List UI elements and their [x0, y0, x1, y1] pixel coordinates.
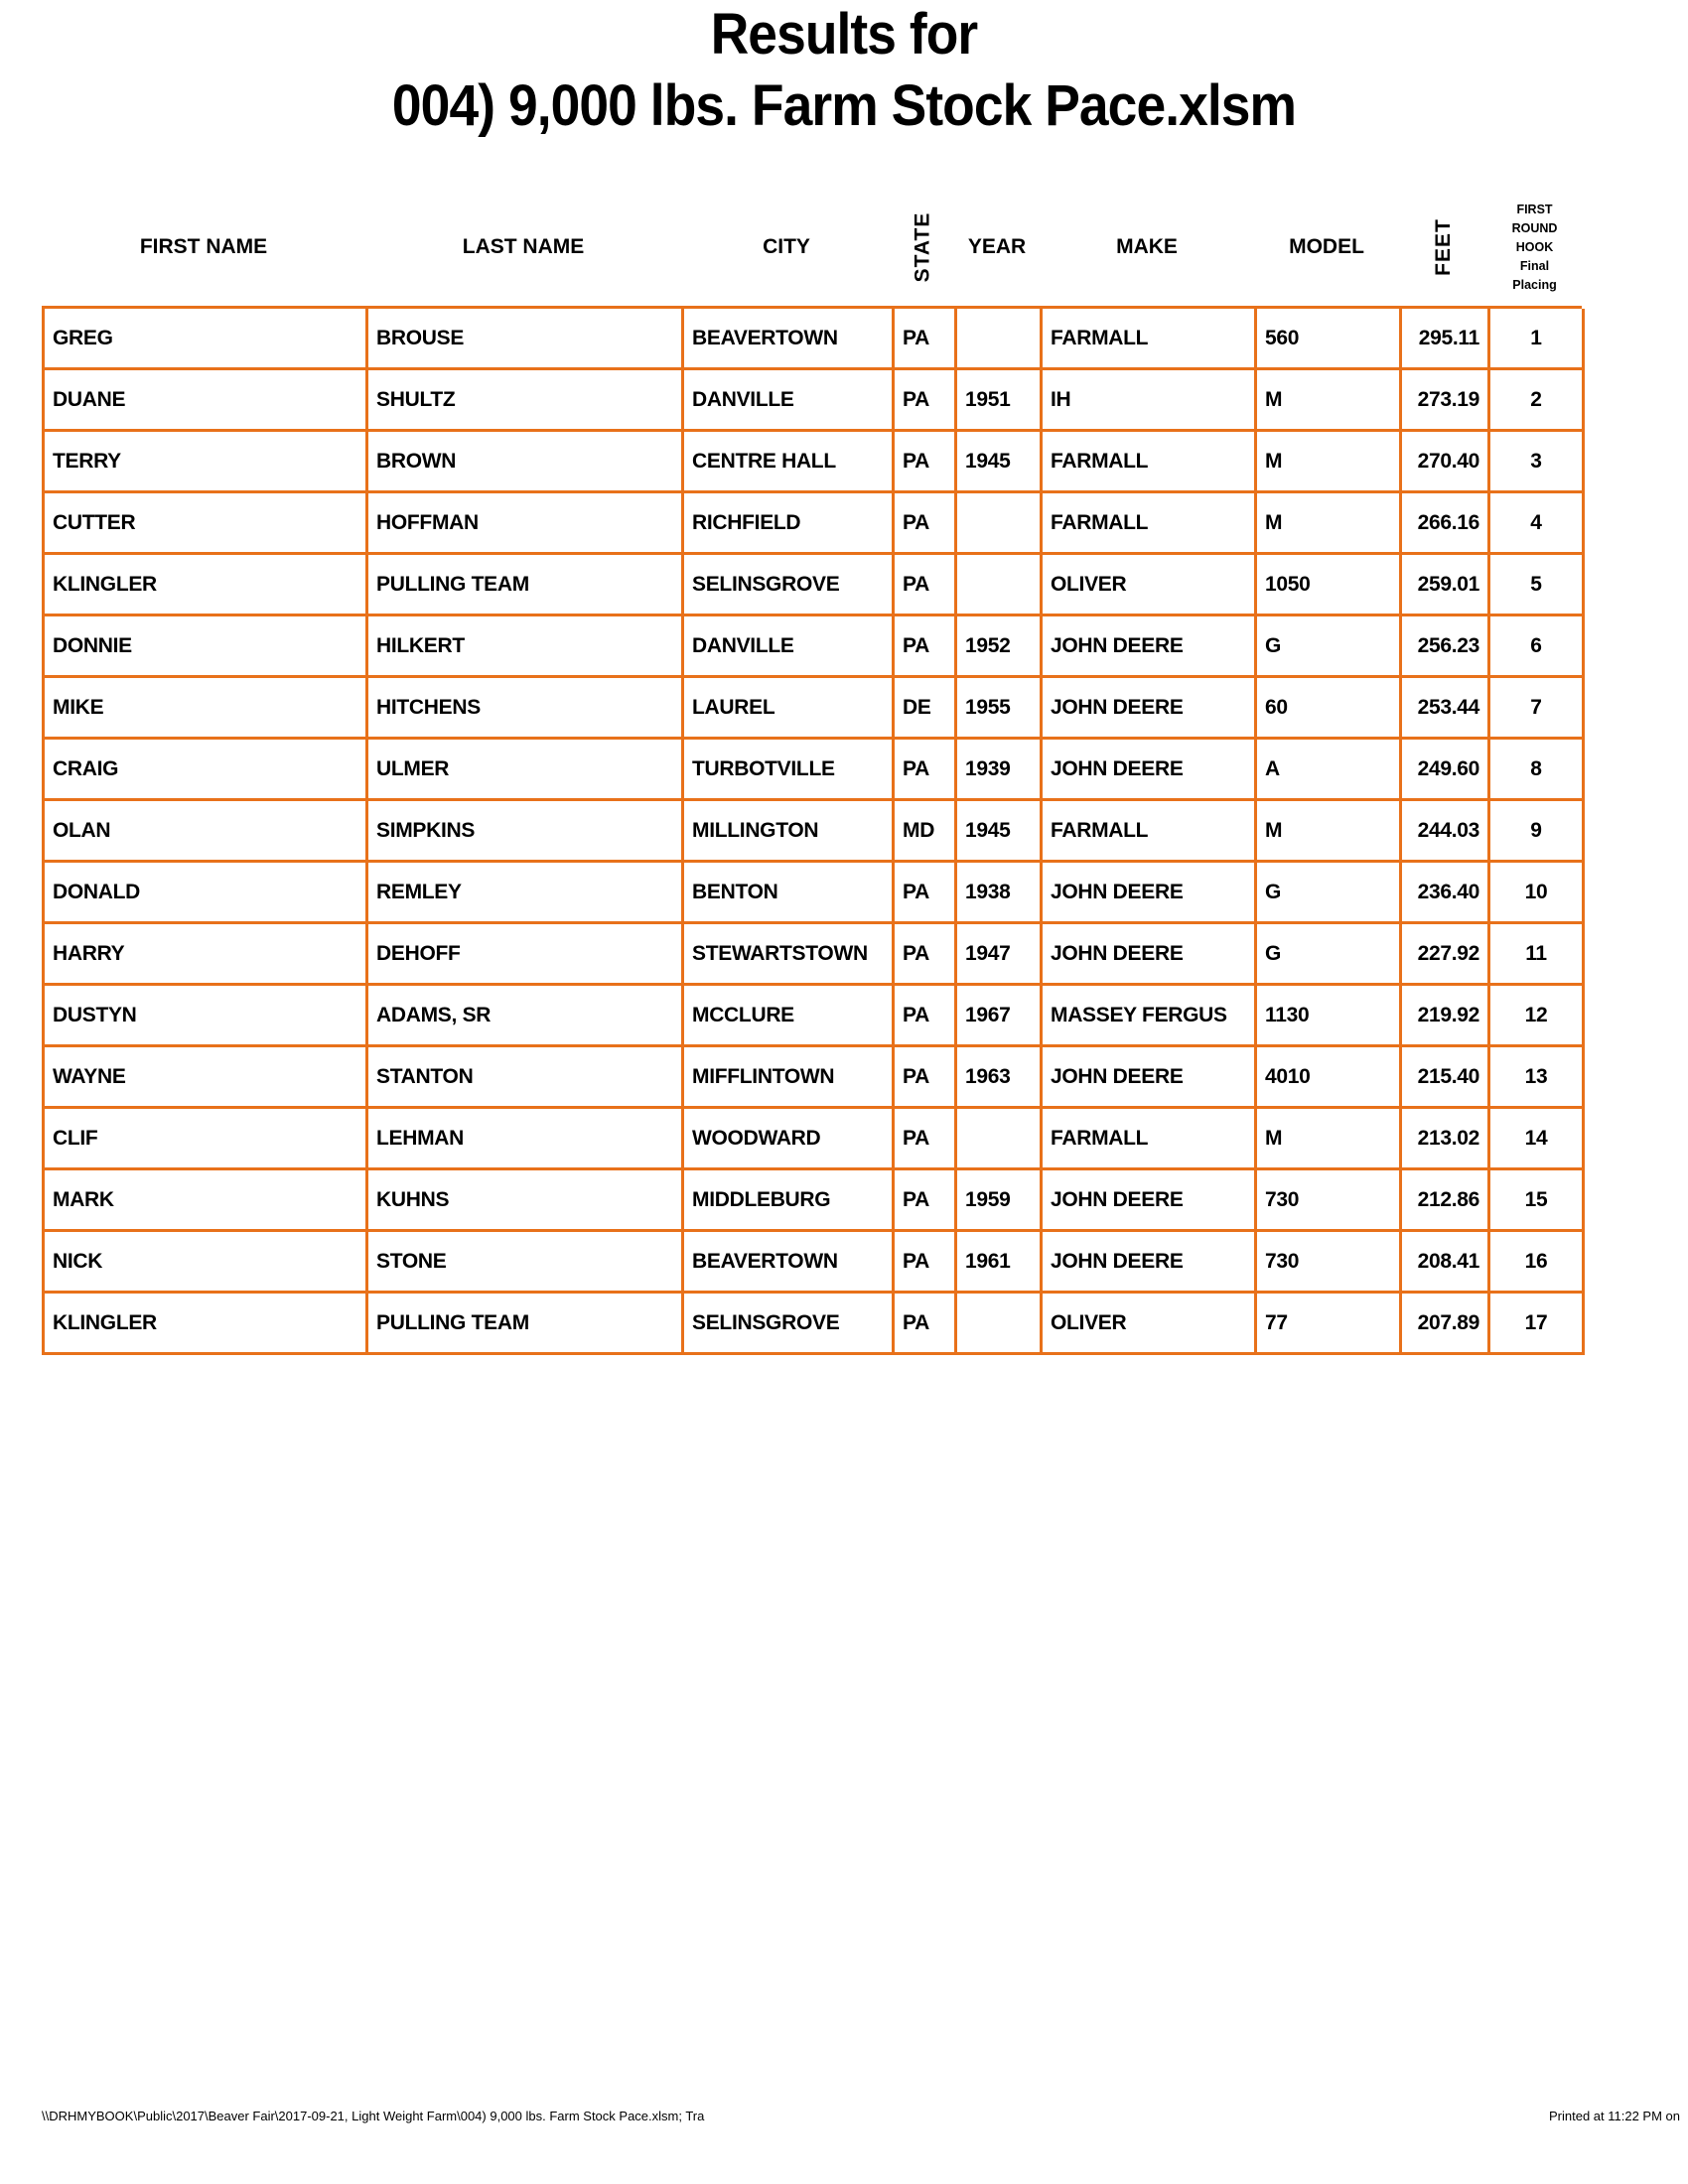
cell-last-name: DEHOFF: [368, 924, 684, 986]
cell-year: 1945: [957, 432, 1043, 493]
cell-model: 730: [1257, 1170, 1402, 1232]
cell-model: 60: [1257, 678, 1402, 740]
cell-placing: 10: [1490, 863, 1585, 924]
cell-make: OLIVER: [1043, 1294, 1257, 1355]
cell-last-name: PULLING TEAM: [368, 555, 684, 616]
cell-state: PA: [895, 924, 957, 986]
cell-state: DE: [895, 678, 957, 740]
cell-placing: 8: [1490, 740, 1585, 801]
cell-feet: 208.41: [1402, 1232, 1490, 1294]
cell-model: M: [1257, 493, 1402, 555]
cell-make: FARMALL: [1043, 1109, 1257, 1170]
cell-city: RICHFIELD: [684, 493, 895, 555]
cell-placing: 2: [1490, 370, 1585, 432]
cell-last-name: ADAMS, SR: [368, 986, 684, 1047]
cell-year: 1959: [957, 1170, 1043, 1232]
footer-printed-at: Printed at 11:22 PM on: [1548, 2109, 1680, 2123]
cell-first-name: MIKE: [45, 678, 368, 740]
cell-placing: 6: [1490, 616, 1585, 678]
cell-year: 1951: [957, 370, 1043, 432]
cell-first-name: HARRY: [45, 924, 368, 986]
cell-city: CENTRE HALL: [684, 432, 895, 493]
cell-model: 560: [1257, 309, 1402, 370]
cell-last-name: BROUSE: [368, 309, 684, 370]
cell-city: MCCLURE: [684, 986, 895, 1047]
cell-placing: 16: [1490, 1232, 1585, 1294]
page-title: [0, 0, 1688, 138]
cell-make: OLIVER: [1043, 555, 1257, 616]
cell-model: 1050: [1257, 555, 1402, 616]
cell-make: JOHN DEERE: [1043, 863, 1257, 924]
cell-year: [957, 555, 1043, 616]
column-header-placing: [1487, 189, 1582, 306]
cell-first-name: KLINGLER: [45, 555, 368, 616]
cell-make: JOHN DEERE: [1043, 1047, 1257, 1109]
cell-placing: 9: [1490, 801, 1585, 863]
results-table: [42, 306, 1582, 1355]
placing-header-line: ROUND: [1511, 220, 1558, 235]
cell-make: FARMALL: [1043, 493, 1257, 555]
cell-placing: 17: [1490, 1294, 1585, 1355]
cell-feet: 249.60: [1402, 740, 1490, 801]
cell-feet: 212.86: [1402, 1170, 1490, 1232]
cell-state: PA: [895, 1047, 957, 1109]
cell-placing: 3: [1490, 432, 1585, 493]
cell-feet: 270.40: [1402, 432, 1490, 493]
cell-first-name: OLAN: [45, 801, 368, 863]
cell-last-name: STONE: [368, 1232, 684, 1294]
cell-state: PA: [895, 370, 957, 432]
cell-model: 4010: [1257, 1047, 1402, 1109]
cell-last-name: HOFFMAN: [368, 493, 684, 555]
cell-last-name: STANTON: [368, 1047, 684, 1109]
cell-last-name: REMLEY: [368, 863, 684, 924]
column-header-state: [892, 189, 954, 306]
cell-first-name: DUSTYN: [45, 986, 368, 1047]
cell-state: PA: [895, 863, 957, 924]
column-header-last-name: LAST NAME: [462, 235, 585, 258]
cell-year: 1939: [957, 740, 1043, 801]
cell-last-name: HILKERT: [368, 616, 684, 678]
cell-make: JOHN DEERE: [1043, 924, 1257, 986]
cell-feet: 215.40: [1402, 1047, 1490, 1109]
cell-model: 77: [1257, 1294, 1402, 1355]
cell-city: SELINSGROVE: [684, 555, 895, 616]
cell-year: 1947: [957, 924, 1043, 986]
cell-model: M: [1257, 801, 1402, 863]
cell-last-name: ULMER: [368, 740, 684, 801]
cell-year: 1945: [957, 801, 1043, 863]
cell-feet: 227.92: [1402, 924, 1490, 986]
column-header-year: YEAR: [967, 235, 1027, 258]
cell-placing: 7: [1490, 678, 1585, 740]
cell-city: MIDDLEBURG: [684, 1170, 895, 1232]
cell-city: SELINSGROVE: [684, 1294, 895, 1355]
cell-feet: 256.23: [1402, 616, 1490, 678]
cell-make: MASSEY FERGUS: [1043, 986, 1257, 1047]
cell-make: JOHN DEERE: [1043, 678, 1257, 740]
cell-feet: 273.19: [1402, 370, 1490, 432]
cell-placing: 14: [1490, 1109, 1585, 1170]
cell-placing: 11: [1490, 924, 1585, 986]
cell-first-name: MARK: [45, 1170, 368, 1232]
cell-feet: 253.44: [1402, 678, 1490, 740]
cell-first-name: DONNIE: [45, 616, 368, 678]
cell-make: FARMALL: [1043, 801, 1257, 863]
cell-state: PA: [895, 1294, 957, 1355]
cell-state: MD: [895, 801, 957, 863]
cell-placing: 15: [1490, 1170, 1585, 1232]
column-header-feet: [1399, 189, 1487, 306]
cell-placing: 5: [1490, 555, 1585, 616]
cell-city: TURBOTVILLE: [684, 740, 895, 801]
cell-make: JOHN DEERE: [1043, 616, 1257, 678]
cell-first-name: NICK: [45, 1232, 368, 1294]
cell-year: [957, 493, 1043, 555]
cell-first-name: CUTTER: [45, 493, 368, 555]
cell-first-name: CRAIG: [45, 740, 368, 801]
cell-city: WOODWARD: [684, 1109, 895, 1170]
cell-city: BEAVERTOWN: [684, 309, 895, 370]
cell-state: PA: [895, 493, 957, 555]
cell-model: M: [1257, 1109, 1402, 1170]
cell-year: [957, 1109, 1043, 1170]
cell-year: 1952: [957, 616, 1043, 678]
cell-first-name: KLINGLER: [45, 1294, 368, 1355]
cell-city: BEAVERTOWN: [684, 1232, 895, 1294]
cell-city: DANVILLE: [684, 370, 895, 432]
cell-model: M: [1257, 370, 1402, 432]
cell-model: 1130: [1257, 986, 1402, 1047]
cell-feet: 295.11: [1402, 309, 1490, 370]
cell-make: JOHN DEERE: [1043, 1170, 1257, 1232]
placing-header-line: FIRST: [1516, 202, 1553, 216]
cell-last-name: SHULTZ: [368, 370, 684, 432]
cell-state: PA: [895, 1232, 957, 1294]
cell-year: 1955: [957, 678, 1043, 740]
cell-year: 1963: [957, 1047, 1043, 1109]
placing-header-line: Placing: [1512, 277, 1557, 292]
cell-city: BENTON: [684, 863, 895, 924]
cell-model: M: [1257, 432, 1402, 493]
cell-model: G: [1257, 924, 1402, 986]
cell-first-name: DONALD: [45, 863, 368, 924]
cell-last-name: PULLING TEAM: [368, 1294, 684, 1355]
cell-make: FARMALL: [1043, 309, 1257, 370]
cell-first-name: DUANE: [45, 370, 368, 432]
cell-first-name: TERRY: [45, 432, 368, 493]
cell-feet: 266.16: [1402, 493, 1490, 555]
cell-feet: 207.89: [1402, 1294, 1490, 1355]
cell-model: A: [1257, 740, 1402, 801]
title-line-2: 004) 9,000 lbs. Farm Stock Pace.xlsm: [391, 73, 1297, 138]
cell-feet: 259.01: [1402, 555, 1490, 616]
cell-feet: 236.40: [1402, 863, 1490, 924]
cell-last-name: KUHNS: [368, 1170, 684, 1232]
cell-placing: 4: [1490, 493, 1585, 555]
cell-first-name: GREG: [45, 309, 368, 370]
column-header-make: MAKE: [1116, 235, 1178, 258]
cell-city: MIFFLINTOWN: [684, 1047, 895, 1109]
cell-state: PA: [895, 740, 957, 801]
cell-first-name: WAYNE: [45, 1047, 368, 1109]
column-header-state-label: STATE: [911, 211, 934, 283]
cell-year: [957, 1294, 1043, 1355]
cell-city: MILLINGTON: [684, 801, 895, 863]
cell-make: IH: [1043, 370, 1257, 432]
cell-year: 1961: [957, 1232, 1043, 1294]
cell-make: JOHN DEERE: [1043, 740, 1257, 801]
placing-header-line: HOOK: [1515, 239, 1554, 254]
cell-make: FARMALL: [1043, 432, 1257, 493]
column-header-first-name: FIRST NAME: [139, 235, 268, 258]
column-header-city: CITY: [763, 235, 810, 258]
cell-state: PA: [895, 432, 957, 493]
placing-header-line: Final: [1519, 258, 1550, 273]
cell-state: PA: [895, 309, 957, 370]
cell-model: 730: [1257, 1232, 1402, 1294]
column-header-feet-label: FEET: [1431, 218, 1455, 276]
cell-state: PA: [895, 616, 957, 678]
cell-state: PA: [895, 1109, 957, 1170]
cell-first-name: CLIF: [45, 1109, 368, 1170]
cell-model: G: [1257, 616, 1402, 678]
cell-model: G: [1257, 863, 1402, 924]
cell-year: [957, 309, 1043, 370]
cell-city: DANVILLE: [684, 616, 895, 678]
column-header-model: MODEL: [1289, 235, 1364, 258]
cell-feet: 213.02: [1402, 1109, 1490, 1170]
cell-last-name: BROWN: [368, 432, 684, 493]
cell-placing: 12: [1490, 986, 1585, 1047]
cell-make: JOHN DEERE: [1043, 1232, 1257, 1294]
cell-last-name: SIMPKINS: [368, 801, 684, 863]
title-line-1: Results for: [710, 2, 978, 67]
cell-city: LAUREL: [684, 678, 895, 740]
cell-year: 1967: [957, 986, 1043, 1047]
cell-year: 1938: [957, 863, 1043, 924]
cell-placing: 1: [1490, 309, 1585, 370]
cell-state: PA: [895, 1170, 957, 1232]
cell-state: PA: [895, 555, 957, 616]
footer-file-path: \\DRHMYBOOK\Public\2017\Beaver Fair\2017-09-21, Light Weight Farm\004) 9,000 lbs. Farm Stock Pace.xlsm; Tra: [42, 2109, 705, 2123]
cell-feet: 219.92: [1402, 986, 1490, 1047]
cell-feet: 244.03: [1402, 801, 1490, 863]
cell-city: STEWARTSTOWN: [684, 924, 895, 986]
cell-last-name: HITCHENS: [368, 678, 684, 740]
cell-last-name: LEHMAN: [368, 1109, 684, 1170]
table-header-row: [42, 189, 1582, 306]
cell-placing: 13: [1490, 1047, 1585, 1109]
cell-state: PA: [895, 986, 957, 1047]
